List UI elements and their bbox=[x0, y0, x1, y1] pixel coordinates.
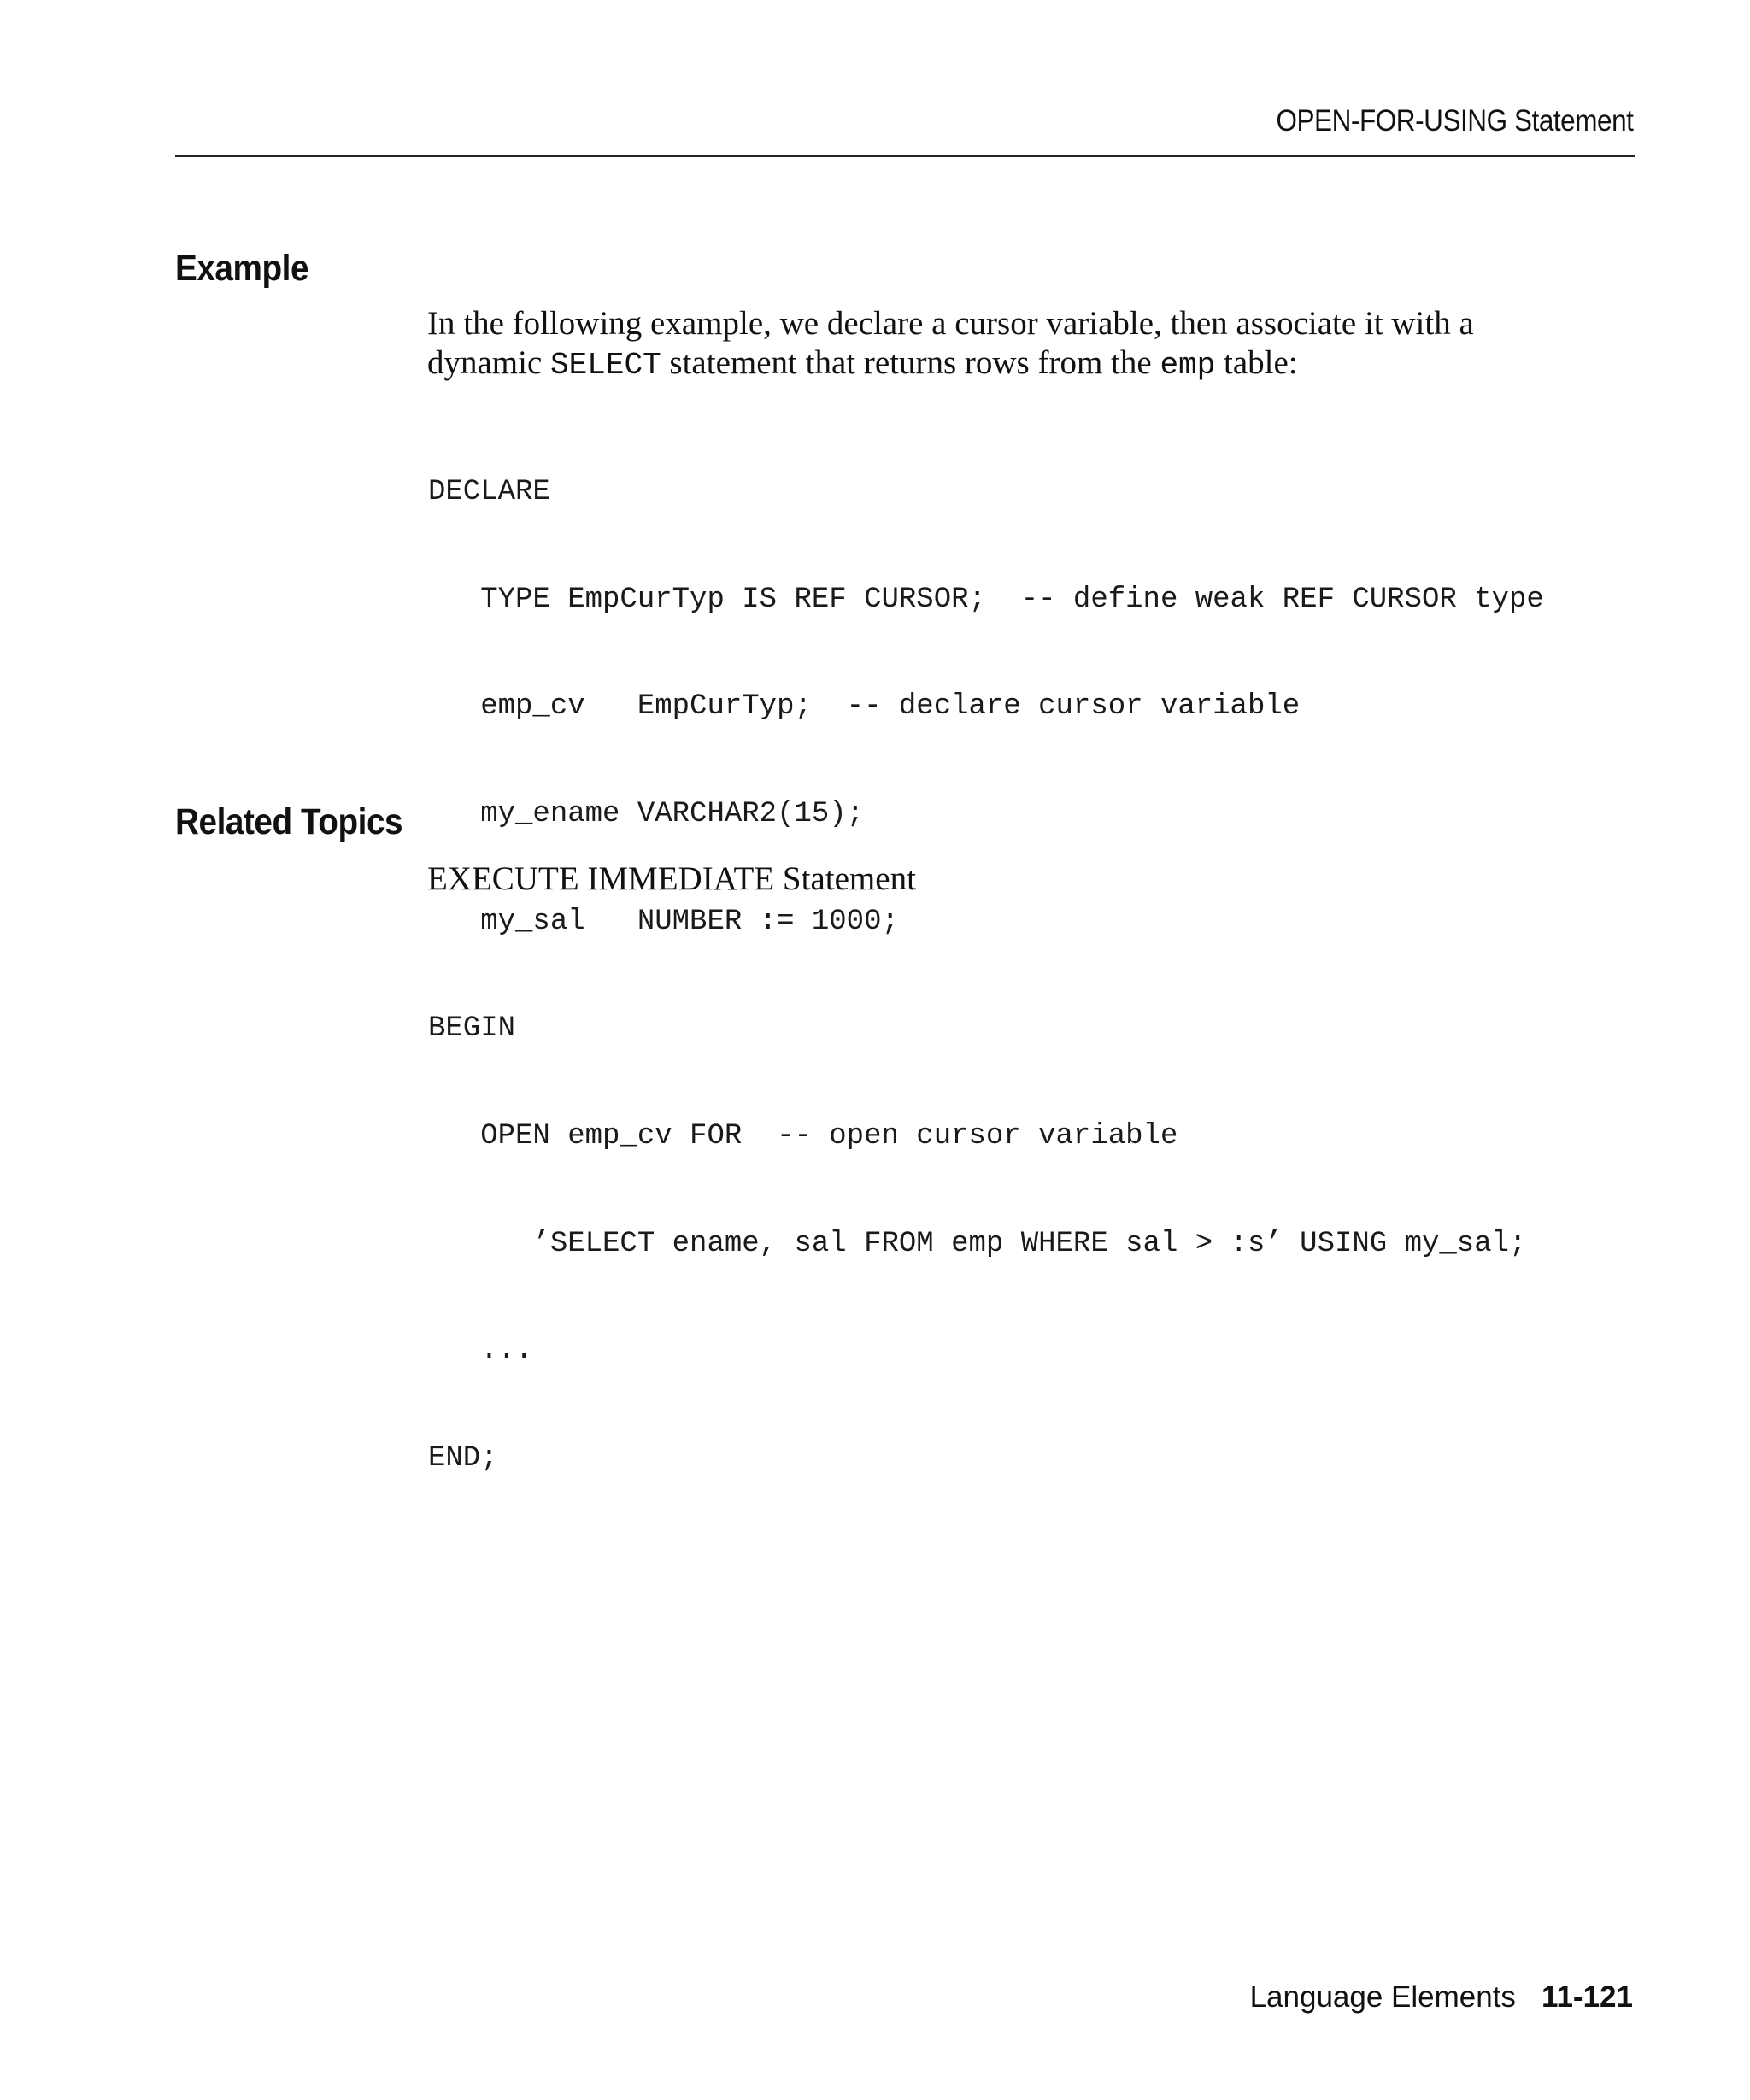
inline-code-select: SELECT bbox=[550, 348, 661, 383]
inline-code-emp: emp bbox=[1160, 348, 1216, 383]
code-line: BEGIN bbox=[428, 1012, 516, 1046]
related-topics-heading: Related Topics bbox=[175, 801, 403, 842]
code-line: my_sal NUMBER := 1000; bbox=[428, 905, 899, 938]
code-line: ... bbox=[428, 1334, 533, 1368]
intro-line-2-middle: statement that returns rows from the bbox=[661, 344, 1160, 381]
code-line: OPEN emp_cv FOR -- open cursor variable bbox=[428, 1120, 1178, 1153]
intro-line-2-end: table: bbox=[1215, 344, 1298, 381]
footer-page-number: 11-121 bbox=[1541, 1980, 1633, 2014]
code-line: ’SELECT ename, sal FROM emp WHERE sal > :s’ USING my_sal; bbox=[428, 1227, 1527, 1260]
code-line: DECLARE bbox=[428, 475, 550, 508]
header-rule bbox=[175, 155, 1635, 157]
example-intro-paragraph bbox=[427, 304, 1624, 385]
code-line: emp_cv EmpCurTyp; -- declare cursor variable bbox=[428, 690, 1301, 724]
running-header-title: OPEN-FOR-USING Statement bbox=[1275, 104, 1633, 138]
code-line: END; bbox=[428, 1442, 498, 1475]
code-line: TYPE EmpCurTyp IS REF CURSOR; -- define weak REF CURSOR type bbox=[428, 583, 1544, 616]
intro-line-2-start: dynamic bbox=[427, 344, 551, 381]
footer-chapter: Language Elements bbox=[1249, 1980, 1516, 2014]
related-topic-link[interactable]: EXECUTE IMMEDIATE Statement bbox=[427, 860, 916, 897]
intro-line-1: In the following example, we declare a cursor variable, then associate it with a bbox=[427, 305, 1474, 342]
page-footer bbox=[1250, 1980, 1633, 2015]
code-line: my_ename VARCHAR2(15); bbox=[428, 797, 865, 830]
example-heading: Example bbox=[175, 248, 309, 289]
code-example bbox=[428, 403, 1544, 1513]
